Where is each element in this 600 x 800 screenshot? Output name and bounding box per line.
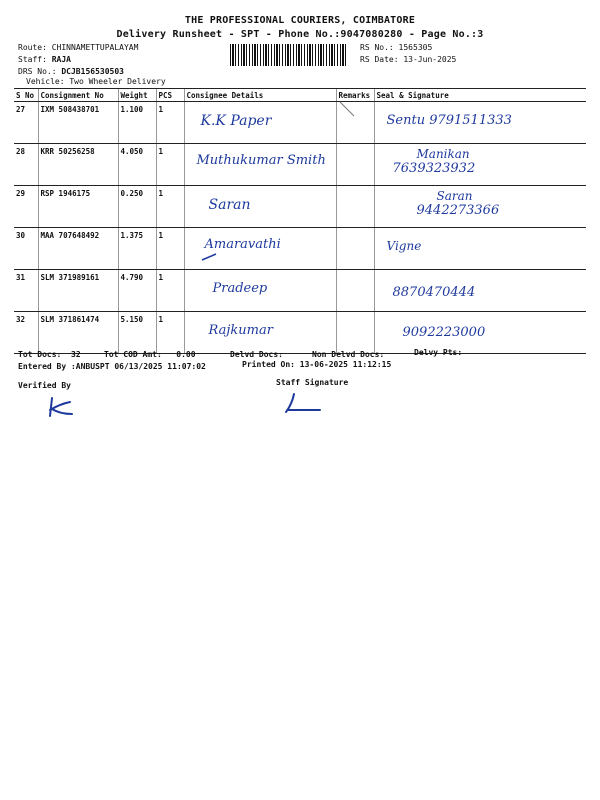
consignee-scribble [200, 252, 220, 264]
table-row: 28 KRR 50256258 4.050 1 Muthukumar Smith Manikan 7639323932 [14, 144, 586, 186]
tot-docs: Tot Docs: 32 [18, 350, 81, 359]
verified-by-label: Verified By [18, 381, 71, 390]
entered-by: Entered By :ANBUSPT 06/13/2025 11:07:02 [18, 362, 206, 371]
vehicle-line: Vehicle: Two Wheeler Delivery [26, 77, 166, 86]
col-seal: Seal & Signature [374, 89, 586, 102]
route-value: CHINNAMETTUPALAYAM [51, 43, 139, 52]
printed-on: Printed On: 13-06-2025 11:12:15 [242, 360, 392, 369]
seal-handwriting: Saran [436, 189, 473, 203]
staff-signature-label: Staff Signature [276, 378, 349, 387]
consignee-handwriting: Rajkumar [208, 323, 273, 338]
staff-line: Staff: RAJA [18, 55, 71, 64]
runsheet-table [14, 88, 586, 354]
seal-handwriting: 9092223000 [402, 325, 486, 340]
delvd-docs: Delvd Docs: [230, 350, 283, 359]
delvy-pts: Delvy Pts: [414, 348, 463, 357]
col-sno: S No [14, 89, 38, 102]
consignee-handwriting: Amaravathi [204, 237, 281, 252]
table-row: 29 RSP 1946175 0.250 1 Saran Saran 9442273366 [14, 186, 586, 228]
verified-signature [44, 396, 76, 418]
rs-no-line: RS No.: 1565305 [360, 43, 433, 52]
col-pcs: PCS [156, 89, 184, 102]
non-delvd-docs: Non Delvd Docs: [312, 350, 385, 359]
seal-handwriting: Vigne [386, 239, 422, 253]
table-header-row [14, 89, 586, 102]
seal-handwriting: Sentu 9791511333 [386, 113, 512, 128]
vehicle-value: Two Wheeler Delivery [69, 77, 166, 86]
rs-date-value: 13-Jun-2025 [403, 55, 457, 64]
rs-no-value: 1565305 [398, 43, 433, 52]
table-row: 31 SLM 371989161 4.790 1 Pradeep 8870470444 [14, 270, 586, 312]
consignee-handwriting: K.K Paper [200, 113, 272, 129]
runsheet-subtitle: Delivery Runsheet - SPT - Phone No.:9047080280 - Page No.:3 [116, 29, 484, 40]
drs-value: DCJB156530503 [61, 67, 124, 76]
staff-value: RAJA [51, 55, 71, 64]
table-row: 32 SLM 371861474 5.150 1 Rajkumar 9092223000 [14, 312, 586, 354]
seal-handwriting: Manikan [416, 147, 470, 161]
col-remarks: Remarks [336, 89, 374, 102]
seal-phone-handwriting: 7639323932 [392, 161, 476, 176]
route-line: Route: CHINNAMETTUPALAYAM [18, 43, 139, 52]
consignee-handwriting: Pradeep [212, 281, 268, 296]
table-row: 27 IXM 508438701 1.100 1 K.K Paper Sentu 9791511333 [14, 102, 586, 144]
staff-signature [282, 392, 324, 416]
col-consignment: Consignment No [38, 89, 118, 102]
consignee-handwriting: Saran [208, 197, 251, 213]
tot-cod: Tot COD Amt: 0.00 [104, 350, 196, 359]
seal-phone-handwriting: 9442273366 [416, 203, 500, 218]
col-consignee: Consignee Details [184, 89, 336, 102]
company-title: THE PROFESSIONAL COURIERS, COIMBATORE [184, 15, 416, 26]
rs-date-line: RS Date: 13-Jun-2025 [360, 55, 457, 64]
remarks-tick-mark [338, 100, 358, 120]
barcode [230, 44, 348, 66]
seal-handwriting: 8870470444 [392, 285, 476, 300]
consignee-handwriting: Muthukumar Smith [196, 153, 326, 168]
col-weight: Weight [118, 89, 156, 102]
drs-line: DRS No.: DCJB156530503 [18, 67, 124, 76]
table-row: 30 MAA 707648492 1.375 1 Amaravathi Vigne [14, 228, 586, 270]
